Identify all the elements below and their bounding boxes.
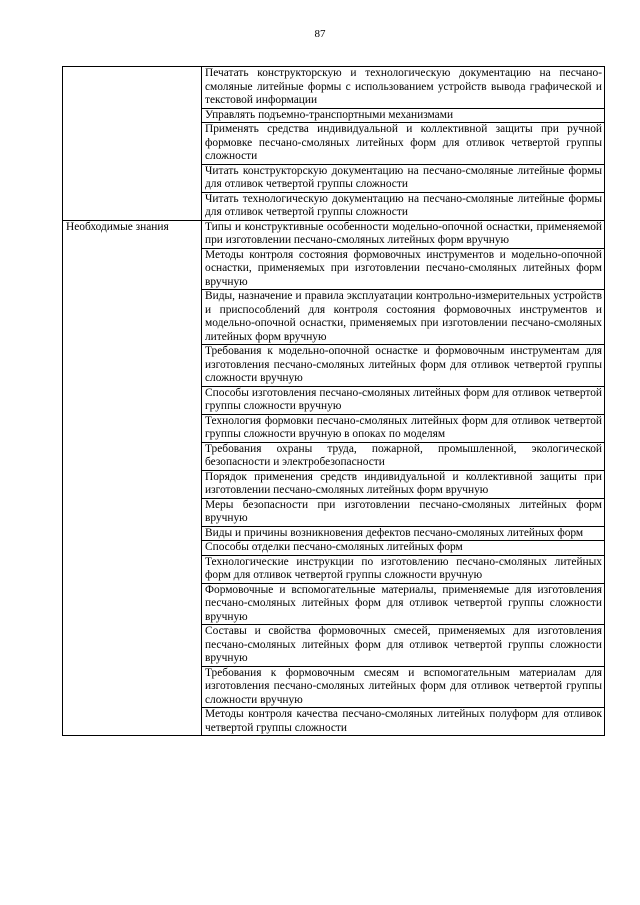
knowledge-text: Меры безопасности при изготовлении песчано-смоляных литейных форм вручную [205, 498, 602, 524]
ability-text: Читать конструкторскую документацию на песчано-смоляные литейные формы для отливок четвертой группы сложности [205, 164, 602, 190]
knowledge-cell [202, 414, 605, 442]
knowledge-cell [202, 625, 605, 667]
ability-text: Читать технологическую документацию на песчано-смоляные литейные формы для отливок четвертой группы сложности [205, 192, 602, 218]
knowledge-text: Технологические инструкции по изготовлению песчано-смоляных литейных форм для отливок четвертой группы сложности вручную [205, 555, 602, 581]
ability-cell [202, 123, 605, 165]
knowledge-text: Способы отделки песчано-смоляных литейных форм [205, 541, 463, 553]
knowledge-text: Типы и конструктивные особенности модельно-опочной оснастки, применяемой при изготовлении песчано-смоляных литейных форм вручную [205, 220, 602, 246]
knowledge-cell [202, 666, 605, 708]
ability-cell [202, 108, 605, 123]
knowledge-cell [202, 470, 605, 498]
ability-cell [202, 192, 605, 220]
page-number: 87 [314, 28, 326, 40]
knowledge-text: Требования к формовочным смесям и вспомогательным материалам для изготовления песчано-смоляных литейных форм для отливок четвертой группы сложности вручную [205, 666, 602, 706]
knowledge-text: Методы контроля качества песчано-смоляных литейных полуформ для отливок четвертой группы сложности [205, 708, 602, 734]
knowledge-cell [202, 583, 605, 625]
knowledge-cell [202, 220, 605, 248]
ability-cell [202, 67, 605, 109]
knowledge-cell [202, 442, 605, 470]
abilities-label-cell [63, 67, 202, 221]
knowledge-cell [202, 386, 605, 414]
knowledge-text: Способы изготовления песчано-смоляных литейных форм для отливок четвертой группы сложности вручную [205, 386, 602, 412]
knowledge-cell [202, 708, 605, 736]
knowledge-cell [202, 248, 605, 290]
knowledge-text: Методы контроля состояния формовочных инструментов и модельно-опочной оснастки, применяемых при изготовлении песчано-смоляных литейных форм вручную [205, 248, 602, 288]
ability-cell [202, 164, 605, 192]
knowledge-cell [202, 555, 605, 583]
knowledge-text: Требования охраны труда, пожарной, промышленной, экологической безопасности и электробезопасности [205, 442, 602, 468]
knowledge-cell [202, 526, 605, 541]
knowledge-text: Формовочные и вспомогательные материалы, применяемые для изготовления песчано-смоляных литейных форм для отливок четвертой группы сложности вручную [205, 583, 602, 623]
knowledge-label-cell [63, 220, 202, 736]
table-row [63, 220, 605, 248]
knowledge-text: Виды и причины возникновения дефектов песчано-смоляных литейных форм [205, 526, 584, 539]
knowledge-text: Виды, назначение и правила эксплуатации контрольно-измерительных устройств и приспособлений для контроля состояния формовочных инструментов и модельно-опочной оснастки, применяемых при изготовлении песчано-смоляных литейных форм вручную [205, 290, 602, 343]
knowledge-text: Технология формовки песчано-смоляных литейных форм для отливок четвертой группы сложности вручную в опоках по моделям [205, 414, 602, 440]
knowledge-label: Необходимые знания [66, 220, 169, 233]
knowledge-cell [202, 345, 605, 387]
requirements-table [62, 66, 605, 736]
ability-text: Печатать конструкторскую и технологическую документацию на песчано-смоляные литейные формы с использованием устройств вывода графической и текстовой информации [205, 67, 602, 106]
ability-text: Применять средства индивидуальной и коллективной защиты при ручной формовке песчано-смоляных литейных форм для отливок четвертой группы сложности [205, 123, 602, 162]
ability-text: Управлять подъемно-транспортными механизмами [205, 108, 454, 121]
knowledge-cell [202, 541, 605, 556]
knowledge-cell [202, 498, 605, 526]
knowledge-text: Требования к модельно-опочной оснастке и формовочным инструментам для изготовления песчано-смоляных литейных форм для отливок четвертой группы сложности вручную [205, 345, 602, 384]
knowledge-text: Порядок применения средств индивидуальной и коллективной защиты при изготовлении песчано-смоляных литейных форм вручную [205, 470, 602, 496]
table-row [63, 67, 605, 109]
knowledge-cell [202, 290, 605, 345]
knowledge-text: Составы и свойства формовочных смесей, применяемых для изготовления песчано-смоляных литейных форм для отливок четвертой группы сложности вручную [205, 625, 602, 664]
